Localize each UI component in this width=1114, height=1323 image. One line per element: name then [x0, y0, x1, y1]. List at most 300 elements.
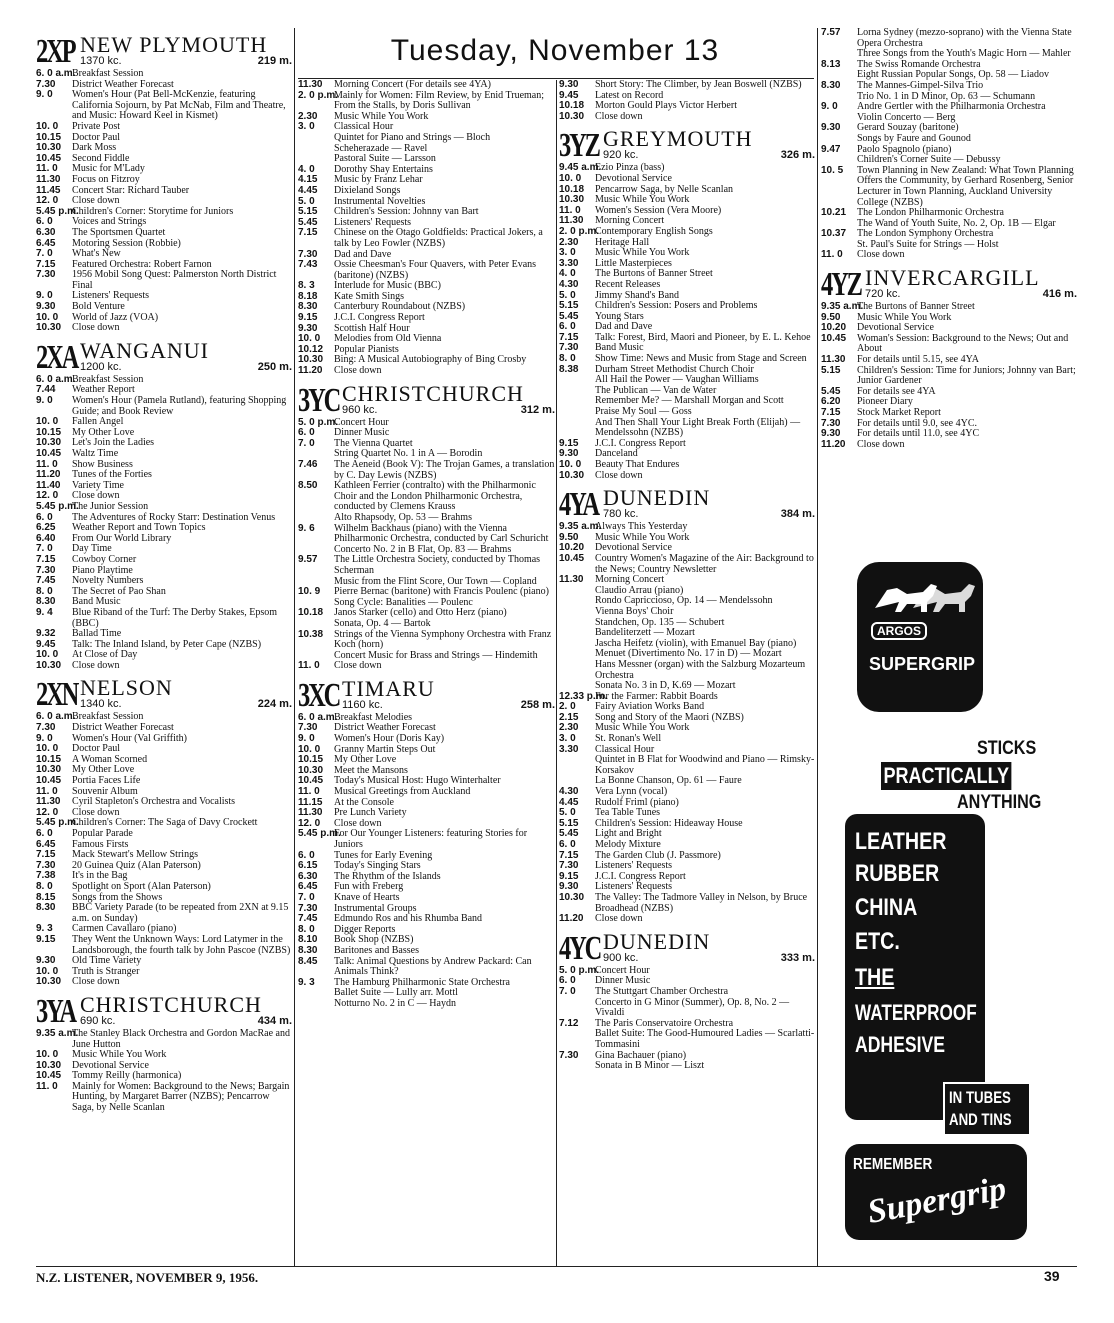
station-heading-text [603, 928, 815, 964]
programme-time: 7.30 [559, 860, 579, 872]
programme-title: Talk: Forest, Bird, Maori and Pioneer, by E. L. Kehoe [595, 331, 811, 343]
programme-title: Danceland [595, 448, 638, 460]
programme-time: 7.30 [559, 1049, 579, 1061]
programme-title: Cowboy Corner [72, 553, 137, 565]
programme-title: Weather Report [72, 384, 135, 396]
programme-time: 9.30 [559, 448, 579, 460]
programme-item [559, 1061, 815, 1072]
station-s4yz [821, 267, 1077, 450]
programme-list [36, 712, 292, 987]
column-rule [294, 28, 295, 1266]
programme-item [36, 449, 292, 460]
ad-main-panel [845, 814, 985, 1120]
programme-item [36, 122, 292, 133]
call-sign: 3YA [36, 992, 75, 1030]
programme-title: The Swiss Romande Orchestra [857, 58, 981, 70]
programme-time: 10.45 [36, 1070, 62, 1082]
programme-title: Doctor Paul [72, 131, 121, 143]
programme-title: The Valley: The Tadmore Valley in Nelson, by Bruce Broadhead (NZBS) [595, 891, 808, 914]
programme-title: Tea Table Tunes [595, 807, 661, 819]
programme-title: Meet the Mansons [334, 764, 408, 776]
programme-time [559, 660, 595, 681]
programme-title: Women's Hour (Doris Kay) [334, 733, 445, 745]
programme-time: 8. 0 [559, 353, 576, 365]
wavelength: 219 m. [257, 55, 292, 67]
programme-list [559, 80, 815, 122]
programme-title: The Publican — Van de Water [595, 384, 717, 396]
programme-title: Concerto No. 2 in B Flat, Op. 83 — Brahms [334, 543, 512, 555]
programme-title: Concert Music for Brass and Strings — Hindemith [334, 649, 538, 661]
ad-product: SUPERGRIP [869, 654, 976, 674]
station-heading-text [865, 267, 1077, 300]
programme-title: Dixieland Songs [334, 184, 401, 196]
wavelength: 312 m. [520, 403, 555, 416]
programme-time: 10.37 [821, 228, 847, 240]
programme-title: Mack Stewart's Mellow Strings [72, 849, 198, 861]
call-sign: 3YC [298, 381, 340, 419]
programme-item [559, 607, 815, 618]
programme-time: 9. 0 [36, 395, 53, 407]
programme-title: Waltz Time [72, 448, 119, 459]
programme-title: Claudio Arrau (piano) [595, 584, 684, 596]
programme-time: 10. 0 [36, 1049, 59, 1061]
programme-title: Jimmy Shand's Band [595, 289, 680, 301]
programme-title: Baritones and Basses [334, 944, 419, 956]
programme-item [298, 460, 555, 481]
programme-title: Strings of the Vienna Symphony Orchestra with Franz Koch (horn) [334, 628, 552, 651]
programme-title: Close down [72, 195, 120, 207]
programme-title: Alto Rhapsody, Op. 53 — Brahms [334, 511, 472, 523]
ad-anything: ANYTHING [957, 792, 1042, 813]
programme-time: 10.30 [36, 976, 62, 988]
programme-title: Children's Session: Posers and Problems [595, 300, 758, 312]
programme-time: 6. 0 [298, 849, 315, 861]
programme-title: Pastoral Suite — Larsson [334, 153, 436, 165]
programme-title: Sonata, Op. 4 — Bartok [334, 617, 431, 629]
programme-time: 8. 0 [36, 880, 53, 892]
programme-time: 6.30 [36, 226, 56, 238]
station-heading-text [603, 487, 815, 520]
programme-title: Tommy Reilly (harmonica) [72, 1070, 182, 1082]
programme-title: The Secret of Pao Shan [72, 585, 166, 597]
programme-title: Ezio Pinza (bass) [595, 162, 665, 174]
call-sign: 4YZ [821, 266, 861, 304]
programme-title: Durham Street Methodist Church Choir [595, 363, 754, 375]
programme-item [298, 481, 555, 513]
programme-time [559, 375, 595, 386]
programme-time: 2. 0 [559, 701, 576, 713]
programme-title: Close down [72, 490, 120, 502]
programme-time: 9.57 [298, 554, 318, 566]
programme-item [298, 186, 555, 197]
programme-time: 8. 3 [298, 280, 315, 292]
call-sign: 4YA [559, 486, 598, 524]
programme-time: 5.45 [559, 828, 579, 840]
programme-time: 7.15 [559, 331, 579, 343]
ad-waterproof: WATERPROOF [855, 1000, 977, 1025]
programme-time [298, 513, 334, 524]
programme-list [559, 163, 815, 481]
programme-time: 9. 0 [36, 290, 53, 302]
programme-time: 10. 0 [559, 172, 582, 184]
programme-time: 11.20 [821, 438, 846, 450]
programme-item [36, 977, 292, 988]
programme-title: Close down [72, 806, 120, 818]
programme-title: Tunes of the Forties [72, 469, 152, 481]
city-name: NEW PLYMOUTH [80, 32, 268, 57]
programme-time: 10. 0 [559, 459, 582, 470]
programme-title: For the Farmer: Rabbit Boards [595, 690, 718, 702]
programme-title: Cyril Stapleton's Orchestra and Vocalists [72, 796, 236, 808]
station-heading-text [80, 991, 292, 1027]
programme-title: Pencarrow Saga, by Nelle Scanlan [595, 183, 734, 195]
programme-title: Knave of Hearts [334, 891, 400, 903]
programme-time: 3. 0 [298, 121, 315, 133]
programme-time: 3. 0 [559, 247, 576, 259]
programme-time: 6.25 [36, 522, 56, 534]
programme-time: 5.15 [559, 300, 579, 312]
programme-title: Close down [595, 913, 643, 925]
programme-title: Fun with Freberg [334, 881, 404, 893]
programme-time: 10.45 [36, 775, 62, 787]
station-heading-row [559, 928, 815, 967]
programme-title: Day Time [72, 543, 112, 555]
programme-title: Pre Lunch Variety [334, 807, 407, 819]
programme-time: 11.20 [559, 913, 584, 925]
programme-time: 4.30 [559, 786, 579, 798]
programme-time: 7.45 [36, 575, 56, 587]
programme-item [821, 250, 1077, 261]
programme-list [36, 375, 292, 672]
programme-time: 7. 0 [559, 985, 576, 997]
programme-title: Featured Orchestra: Robert Farnon [72, 258, 212, 270]
programme-time: 10. 0 [298, 333, 321, 345]
programme-time: 5.15 [821, 364, 841, 376]
programme-title: Listeners' Requests [334, 216, 412, 228]
programme-time [298, 619, 334, 630]
frequency: 1200 kc. [80, 360, 122, 373]
programme-title: District Weather Forecast [334, 722, 436, 734]
programme-title: Breakfast Session [72, 68, 144, 79]
programme-time: 11.15 [298, 796, 323, 808]
programme-time: 5.45 [559, 310, 579, 322]
programme-title: Piano Playtime [72, 564, 133, 576]
programme-title: Listeners' Requests [595, 860, 673, 872]
programme-title: District Weather Forecast [72, 78, 174, 90]
programme-title: Children's Session: Johnny van Bart [334, 206, 479, 218]
programme-time: 10.45 [36, 448, 62, 459]
station-s4yc_cont [821, 28, 1077, 261]
programme-title: Concert Hour [334, 416, 389, 428]
programme-item [298, 957, 555, 978]
programme-time: 8.30 [36, 596, 56, 608]
programme-time: 8.30 [36, 902, 56, 914]
frequency-line [80, 1016, 292, 1027]
programme-time: 7. 0 [298, 437, 315, 449]
programme-time: 11.40 [36, 479, 61, 491]
programme-title: Listeners' Requests [72, 290, 150, 302]
programme-title: Bing: A Musical Autobiography of Bing Crosby [334, 354, 527, 366]
programme-time: 4.45 [559, 796, 579, 808]
programme-title: Latest on Record [595, 89, 664, 101]
programme-time: 10.30 [298, 764, 324, 776]
wavelength: 333 m. [780, 951, 815, 964]
programme-time: 3.30 [559, 257, 579, 269]
programme-title: My Other Love [334, 754, 397, 766]
programme-title: Music While You Work [595, 194, 690, 206]
programme-time: 5.45 [298, 216, 318, 228]
programme-time: 8.45 [298, 955, 318, 967]
programme-time: 10.45 [36, 152, 62, 164]
ad-packaging [943, 1082, 1031, 1136]
programme-title: Edmundo Ros and his Rhumba Band [334, 913, 483, 925]
programme-time [559, 1029, 595, 1050]
programme-time: 11.20 [298, 365, 323, 377]
programme-title: All Hail the Power — Vaughan Williams [595, 374, 759, 386]
programme-title: Dark Moss [72, 142, 117, 154]
station-s4yc [559, 928, 815, 1072]
programme-item [559, 987, 815, 998]
programme-time: 12. 0 [36, 490, 59, 502]
programme-time: 5. 0 p.m. [298, 416, 339, 428]
programme-title: Eight Russian Popular Songs, Op. 58 — Liadov [857, 69, 1049, 81]
programme-time [559, 596, 595, 607]
programme-item [298, 999, 555, 1010]
programme-title: Book Shop (NZBS) [334, 934, 414, 946]
programme-time: 9.50 [821, 311, 841, 323]
programme-title: Blue Riband of the Turf: The Derby Stakes, Epsom (BBC) [72, 606, 278, 629]
programme-title: The Little Orchestra Society, conducted by Thomas Scherman [334, 554, 541, 576]
programme-time: 9.30 [821, 428, 841, 440]
programme-item [36, 69, 292, 80]
programme-title: Doctor Paul [72, 743, 121, 755]
programme-time: 9. 4 [36, 606, 53, 618]
programme-time: 7.30 [36, 564, 56, 576]
station-heading [298, 675, 555, 714]
frequency: 960 kc. [342, 403, 378, 416]
station-s4ya [559, 487, 815, 925]
programme-title: The London Philharmonic Orchestra [857, 207, 1004, 219]
programme-title: Children's Corner Suite — Debussy [857, 154, 1001, 166]
programme-time: 9.35 a.m. [821, 301, 864, 313]
city-name: INVERCARGILL [865, 265, 1040, 291]
programme-item [298, 228, 555, 249]
programme-time: 9. 0 [821, 101, 838, 113]
programme-title: Today's Singing Stars [334, 860, 421, 872]
programme-title: Instrumental Novelties [334, 195, 426, 207]
programme-time: 10.30 [36, 322, 62, 334]
programme-time: 7. 0 [298, 891, 315, 903]
programme-title: Instrumental Groups [334, 902, 417, 914]
programme-time: 12. 0 [36, 806, 59, 818]
programme-time: 3. 0 [559, 733, 576, 745]
programme-time: 10.45 [298, 775, 324, 787]
programme-title: For Our Younger Listeners: featuring Stories for Juniors [334, 828, 528, 850]
programme-list [36, 69, 292, 334]
programme-time: 11. 0 [559, 204, 581, 216]
programme-time: 10.30 [559, 469, 585, 481]
programme-title: The London Symphony Orchestra [857, 228, 994, 240]
programme-time [559, 407, 595, 418]
programme-list [298, 418, 555, 672]
programme-title: Bandeliterzett — Mozart [595, 627, 695, 639]
column-rule [817, 28, 818, 1266]
programme-time: 2.30 [559, 236, 579, 248]
programme-title: Musical Greetings from Auckland [334, 786, 471, 798]
programme-list [559, 966, 815, 1072]
programme-time [559, 586, 595, 597]
call-sign: 2XN [36, 676, 78, 714]
city-name: GREYMOUTH [603, 126, 753, 152]
programme-title: Let's Join the Ladies [72, 437, 155, 449]
programme-time: 5. 0 [298, 195, 315, 207]
programme-title: Music by Franz Lehar [334, 174, 423, 186]
programme-time [559, 1061, 595, 1072]
station-heading-text [80, 337, 292, 373]
programme-time: 5.45 p.m. [36, 817, 79, 829]
programme-time: 5.15 [559, 817, 579, 829]
programme-item [559, 460, 815, 471]
frequency-line [865, 289, 1077, 300]
programme-title: Quintet in B Flat for Woodwind and Piano — Rimsky-Korsakov [595, 754, 815, 776]
column-2 [298, 80, 555, 1010]
programme-item [559, 554, 815, 575]
programme-time: 10.21 [821, 207, 847, 219]
programme-time: 9.50 [559, 531, 579, 543]
programme-time: 10.18 [559, 183, 585, 195]
programme-time [559, 628, 595, 639]
frequency-line [80, 362, 292, 373]
programme-title: Gerard Souzay (baritone) [857, 122, 959, 134]
programme-list [36, 1029, 292, 1114]
programme-item [559, 1029, 815, 1050]
programme-item [821, 166, 1077, 208]
programme-title: The Rhythm of the Islands [334, 870, 441, 882]
programme-item [821, 28, 1077, 49]
programme-time: 7.12 [559, 1017, 579, 1029]
programme-title: Talk: The Inland Island, by Peter Cape (NZBS) [72, 638, 262, 650]
programme-time: 2.30 [298, 110, 318, 122]
frequency: 780 kc. [603, 508, 639, 521]
programme-time: 7.15 [559, 849, 579, 861]
programme-item [36, 661, 292, 672]
programme-title: For details until 11.0, see 4YC [857, 428, 980, 440]
programme-title: A Woman Scorned [72, 753, 148, 765]
programme-time: 2.15 [559, 711, 579, 723]
programme-time: 6. 0 a.m. [298, 711, 338, 723]
programme-title: Music While You Work [595, 531, 690, 543]
programme-title: Close down [334, 817, 382, 829]
programme-title: Paolo Spagnolo (piano) [857, 143, 952, 155]
programme-time: 11.30 [559, 215, 584, 227]
programme-time: 9.15 [298, 312, 318, 324]
programme-title: Song and Story of the Maori (NZBS) [595, 711, 744, 723]
programme-title: Remember Me? — Marshall Morgan and Scott [595, 395, 784, 407]
programme-time: 9.45 a.m. [559, 162, 602, 174]
programme-time: 11. 0 [36, 163, 58, 175]
programme-time: 9.32 [36, 628, 56, 640]
programme-time: 6. 0 [559, 839, 576, 850]
programme-title: Interlude for Music (BBC) [334, 280, 441, 292]
programme-title: Famous Firsts [72, 838, 129, 850]
programme-title: Portia Faces Life [72, 775, 141, 787]
programme-time: 6. 0 a.m. [36, 711, 76, 723]
programme-time: 9. 3 [298, 976, 315, 988]
programme-title: Concert Hour [595, 964, 650, 976]
station-heading-text [342, 675, 555, 711]
programme-title: Fairy Aviation Works Band [595, 701, 705, 713]
programme-time: 10.30 [36, 437, 62, 449]
programme-title: My Other Love [72, 426, 135, 438]
programme-time: 8.50 [298, 480, 318, 492]
station-heading [36, 991, 292, 1030]
city-name: WANGANUI [80, 337, 209, 363]
programme-title: The Aeneid (Book V): The Trojan Games, a translation by C. Day Lewis (NZBS) [334, 459, 555, 481]
programme-time: 11.30 [36, 796, 61, 808]
programme-time: 7. 0 [36, 543, 53, 555]
programme-item [559, 471, 815, 482]
programme-item [298, 630, 555, 651]
dogs-logo-icon [857, 568, 983, 618]
programme-title: The Garden Club (J. Passmore) [595, 849, 721, 861]
programme-time [559, 618, 595, 629]
programme-title: What's New [72, 248, 121, 260]
programme-item [821, 334, 1077, 355]
wavelength: 416 m. [1042, 288, 1077, 301]
programme-time: 10.30 [36, 764, 62, 776]
programme-title: My Other Love [72, 764, 135, 776]
programme-time: 6.45 [36, 237, 56, 249]
programme-title: Vienna Boys' Choir [595, 605, 674, 617]
programme-title: Women's Session (Vera Moore) [595, 204, 722, 216]
call-sign: 2XA [36, 338, 78, 376]
programme-time [559, 396, 595, 407]
programme-time: 7.44 [36, 384, 56, 396]
programme-time: 10.18 [559, 100, 585, 112]
wavelength: 258 m. [520, 698, 555, 711]
programme-title: Town Planning in New Zealand: What Town Planning Offers the Community, by Gerhard Rosenberg, Senior Lecturer in Town Planning, Auckland University College (NZBS) [857, 164, 1074, 208]
programme-title: Breakfast Melodies [334, 711, 413, 723]
station-heading-row [36, 337, 292, 376]
programme-title: Lorna Sydney (mezzo-soprano) with the Vienna State Opera Orchestra [857, 28, 1072, 49]
programme-time: 6.30 [298, 870, 318, 882]
programme-time: 10.15 [36, 426, 62, 438]
programme-item [298, 524, 555, 545]
programme-item [36, 829, 292, 840]
ad-packaging-1: IN TUBES [949, 1088, 1011, 1107]
programme-time [559, 418, 595, 439]
programme-title: The Adventures of Rocky Starr: Destination Venus [72, 511, 276, 523]
frequency: 920 kc. [603, 149, 639, 162]
station-heading [821, 265, 1077, 304]
programme-time: 5.45 p.m. [36, 205, 79, 217]
ad-script-logo: Supergrip [864, 1170, 1009, 1231]
programme-time: 7.15 [821, 407, 841, 418]
programme-title: Dinner Music [595, 975, 651, 987]
column-1 [36, 28, 292, 1114]
programme-title: Sonata No. 3 in D, K.69 — Mozart [595, 680, 736, 692]
programme-title: Listeners' Requests [595, 881, 673, 893]
frequency-line [603, 509, 815, 520]
programme-title: Praise My Soul — Goss [595, 406, 692, 418]
programme-title: Wilhelm Backhaus (piano) with the Vienna Philharmonic Orchestra, conducted by Carl Schuricht [334, 522, 549, 545]
programme-item [298, 946, 555, 957]
programme-item [298, 260, 555, 281]
programme-title: Carmen Cavallaro (piano) [72, 923, 177, 935]
wavelength: 434 m. [257, 1014, 292, 1027]
station-heading-text [342, 380, 555, 416]
city-name: TIMARU [342, 675, 435, 701]
